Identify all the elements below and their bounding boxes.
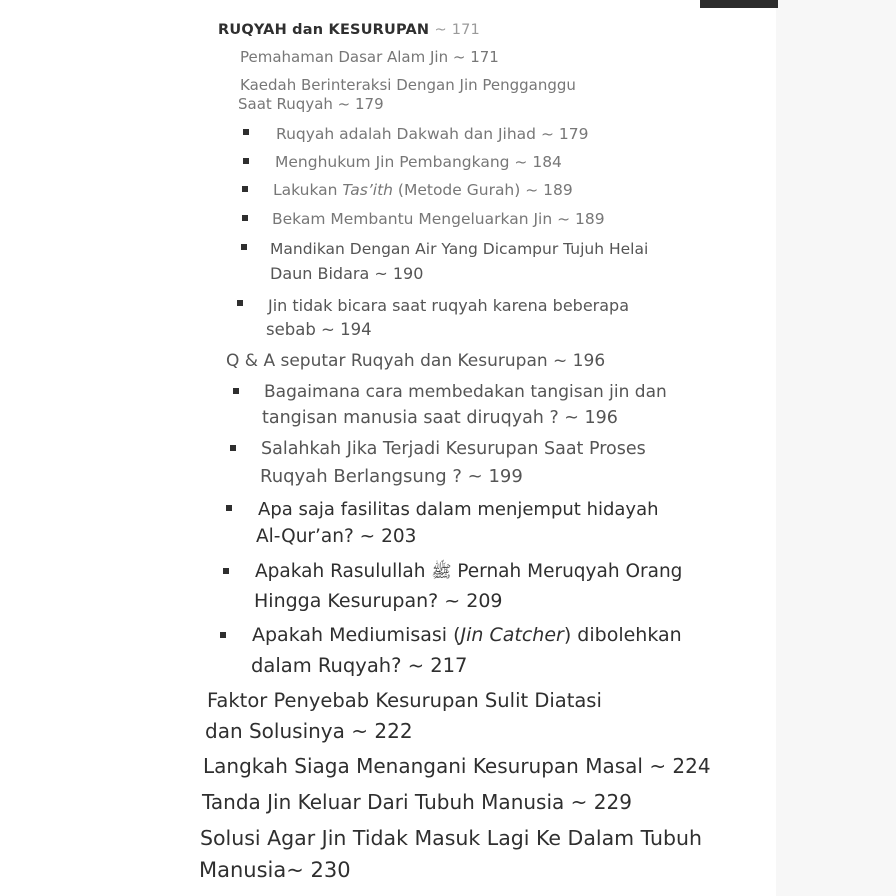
toc-entry-tasith-italic: Tas’ith	[342, 181, 393, 199]
toc-entry-rasulullah-line1	[255, 561, 682, 586]
toc-entry-rasulullah-pre: Apakah Rasulullah	[255, 561, 432, 582]
chapter-title: RUQYAH dan KESURUPAN	[218, 22, 430, 38]
toc-entry-faktor-line1: Faktor Penyebab Kesurupan Sulit Diatasi	[207, 689, 602, 712]
toc-entry-mediumisasi-italic: Jin Catcher	[460, 624, 564, 646]
bullet-icon	[243, 129, 249, 135]
toc-entry-tasith-pre: Lakukan	[273, 181, 343, 199]
bullet-icon	[242, 215, 248, 221]
chapter-page: ~ 171	[434, 22, 480, 38]
toc-entry-solusi-line2: Manusia~ 230	[199, 858, 351, 882]
toc-entry-kaedah-line2: Saat Ruqyah ~ 179	[238, 95, 384, 113]
toc-entry-salahkah-line1: Salahkah Jika Terjadi Kesurupan Saat Proses	[261, 439, 646, 459]
bullet-icon	[243, 158, 249, 164]
toc-entry-mandikan-line2: Daun Bidara ~ 190	[270, 264, 424, 283]
toc-entry-mediumisasi-line1	[252, 624, 682, 646]
bullet-icon	[237, 300, 243, 306]
toc-entry-dakwah: Ruqyah adalah Dakwah dan Jihad ~ 179	[276, 125, 589, 143]
toc-entry-jin-tidak-line1: Jin tidak bicara saat ruqyah karena beberapa	[268, 296, 630, 315]
toc-entry-pemahaman: Pemahaman Dasar Alam Jin ~ 171	[240, 48, 499, 66]
toc-entry-kaedah-line1: Kaedah Berinteraksi Dengan Jin Pengganggu	[240, 76, 576, 94]
toc-entry-tanda: Tanda Jin Keluar Dari Tubuh Manusia ~ 229	[202, 790, 632, 814]
toc-entry-salahkah-line2: Ruqyah Berlangsung ? ~ 199	[260, 466, 523, 487]
toc-entry-mediumisasi-post: ) dibolehkan	[563, 624, 682, 646]
toc-entry-menghukum: Menghukum Jin Pembangkang ~ 184	[275, 153, 562, 171]
toc-entry-bekam: Bekam Membantu Mengeluarkan Jin ~ 189	[272, 210, 605, 228]
bullet-icon	[223, 568, 229, 574]
bullet-icon	[242, 186, 248, 192]
bullet-icon	[230, 445, 236, 451]
toc-entry-rasulullah-post: Pernah Meruqyah Orang	[451, 561, 683, 582]
toc-entry-rasulullah-line2: Hingga Kesurupan? ~ 209	[254, 590, 503, 612]
toc-entry-mediumisasi-line2: dalam Ruqyah? ~ 217	[251, 654, 468, 677]
toc-entry-fasilitas-line2: Al-Qur’an? ~ 203	[256, 526, 417, 547]
toc-entry-solusi-line1: Solusi Agar Jin Tidak Masuk Lagi Ke Dalam Tubuh	[200, 826, 703, 850]
toc-entry-faktor-line2: dan Solusinya ~ 222	[205, 719, 413, 743]
toc-entry-mandikan-line1: Mandikan Dengan Air Yang Dicampur Tujuh Helai	[270, 240, 649, 258]
toc-entry-langkah: Langkah Siaga Menangani Kesurupan Masal ~ 224	[203, 754, 711, 778]
bullet-icon	[226, 505, 232, 511]
toc-entry-tangisan-line1: Bagaimana cara membedakan tangisan jin dan	[264, 382, 667, 402]
toc-entry-mediumisasi-pre: Apakah Mediumisasi (	[252, 624, 461, 646]
bullet-icon	[233, 388, 239, 394]
salawat-icon: ﷺ	[431, 562, 452, 581]
bullet-icon	[220, 632, 226, 638]
toc-entry-tasith	[273, 181, 573, 199]
toc-entry-qa: Q & A seputar Ruqyah dan Kesurupan ~ 196	[226, 351, 606, 371]
toc-entry-tangisan-line2: tangisan manusia saat diruqyah ? ~ 196	[262, 408, 618, 428]
toc-entry-tasith-post: (Metode Gurah) ~ 189	[392, 181, 573, 199]
bullet-icon	[241, 244, 247, 250]
toc-entry-fasilitas-line1: Apa saja fasilitas dalam menjemput hidayah	[258, 499, 659, 520]
toc-entry-jin-tidak-line2: sebab ~ 194	[266, 320, 372, 339]
chapter-heading	[218, 22, 480, 38]
